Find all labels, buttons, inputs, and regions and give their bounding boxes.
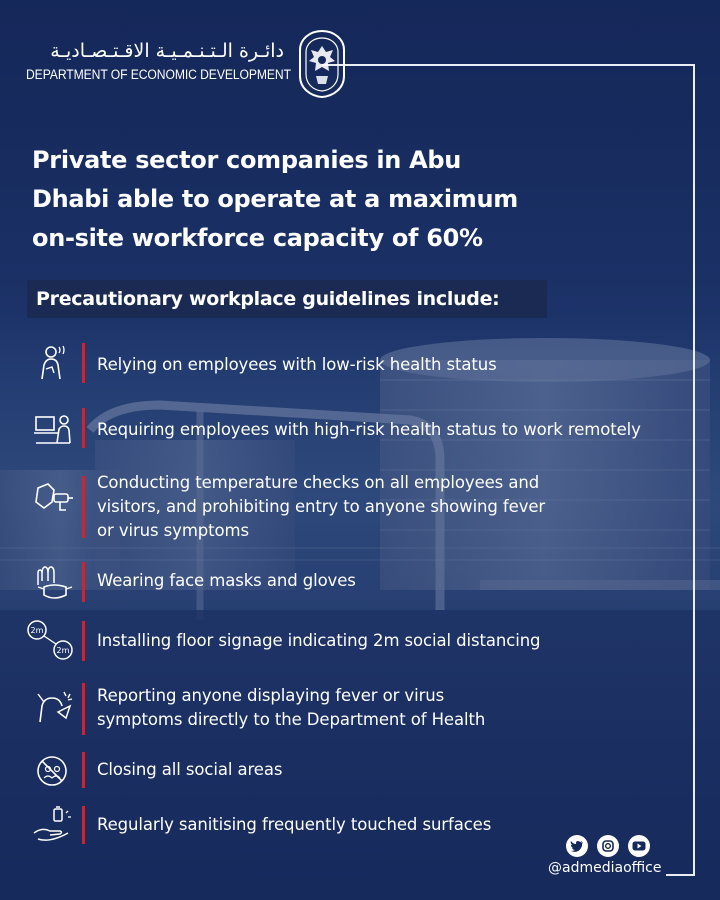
- accent-bar: [82, 476, 85, 538]
- guideline-text-line: visitors, and prohibiting entry to anyone showing fever: [97, 497, 546, 516]
- guideline-text: Closing all social areas: [97, 760, 283, 779]
- guideline-text-line: or virus symptoms: [97, 521, 249, 540]
- twitter-icon[interactable]: [566, 835, 588, 857]
- guideline-item-masks-gloves: [0, 560, 700, 608]
- department-name-arabic: دائـرة الـتـنـمـيـة الاقـتـصـاديـة: [50, 40, 284, 62]
- guideline-item-low-risk: [0, 340, 700, 390]
- youtube-icon[interactable]: [628, 835, 650, 857]
- headline: [32, 141, 592, 258]
- accent-bar: [82, 752, 85, 788]
- report-symptoms-icon: [30, 688, 76, 728]
- banner-label: Precautionary workplace guidelines include:: [36, 288, 500, 310]
- guideline-item-temperature-checks: [0, 468, 700, 548]
- headline-line-2: Dhabi able to operate at a maximum: [32, 185, 518, 213]
- guideline-text: [97, 471, 687, 543]
- guideline-text: [97, 684, 687, 732]
- headline-line-1: Private sector companies in Abu: [32, 146, 462, 174]
- social-handle[interactable]: @admediaoffice: [548, 860, 662, 876]
- guideline-text: Regularly sanitising frequently touched surfaces: [97, 815, 492, 834]
- instagram-icon[interactable]: [597, 835, 619, 857]
- frame-line-top: [322, 64, 695, 66]
- guideline-text: Relying on employees with low-risk health status: [97, 355, 497, 374]
- guideline-text-line: Conducting temperature checks on all employees and: [97, 473, 540, 492]
- remote-work-icon: [30, 409, 76, 449]
- guideline-item-social-distancing: [0, 618, 700, 668]
- guideline-text: Installing floor signage indicating 2m social distancing: [97, 631, 541, 650]
- accent-bar: [82, 343, 85, 383]
- guideline-item-report-symptoms: [0, 680, 700, 740]
- department-name-english: DEPARTMENT OF ECONOMIC DEVELOPMENT: [26, 67, 291, 82]
- mask-gloves-icon: [30, 563, 76, 603]
- accent-bar: [82, 562, 85, 602]
- distance-label-b: 2m: [56, 646, 70, 655]
- guideline-text: Requiring employees with high-risk health status to work remotely: [97, 420, 641, 439]
- guideline-item-social-areas: [0, 750, 700, 794]
- temperature-check-icon: [30, 478, 76, 518]
- accent-bar: [82, 806, 85, 844]
- closed-areas-icon: [30, 751, 76, 791]
- guideline-text-line: Reporting anyone displaying fever or virus: [97, 686, 445, 705]
- guideline-item-remote-work: [0, 405, 700, 455]
- health-status-icon: [30, 343, 76, 383]
- accent-bar: [82, 683, 85, 735]
- sanitising-icon: [30, 805, 76, 845]
- accent-bar: [82, 408, 85, 448]
- accent-bar: [82, 621, 85, 661]
- falcon-emblem-icon: [294, 28, 350, 100]
- guideline-text: Wearing face masks and gloves: [97, 571, 356, 590]
- social-links: [566, 835, 652, 857]
- headline-line-3: on-site workforce capacity of 60%: [32, 224, 483, 252]
- guideline-text-line: symptoms directly to the Department of Health: [97, 710, 486, 729]
- distance-label-a: 2m: [30, 626, 44, 635]
- social-distancing-icon: [24, 618, 76, 664]
- guidelines-banner: [27, 280, 547, 318]
